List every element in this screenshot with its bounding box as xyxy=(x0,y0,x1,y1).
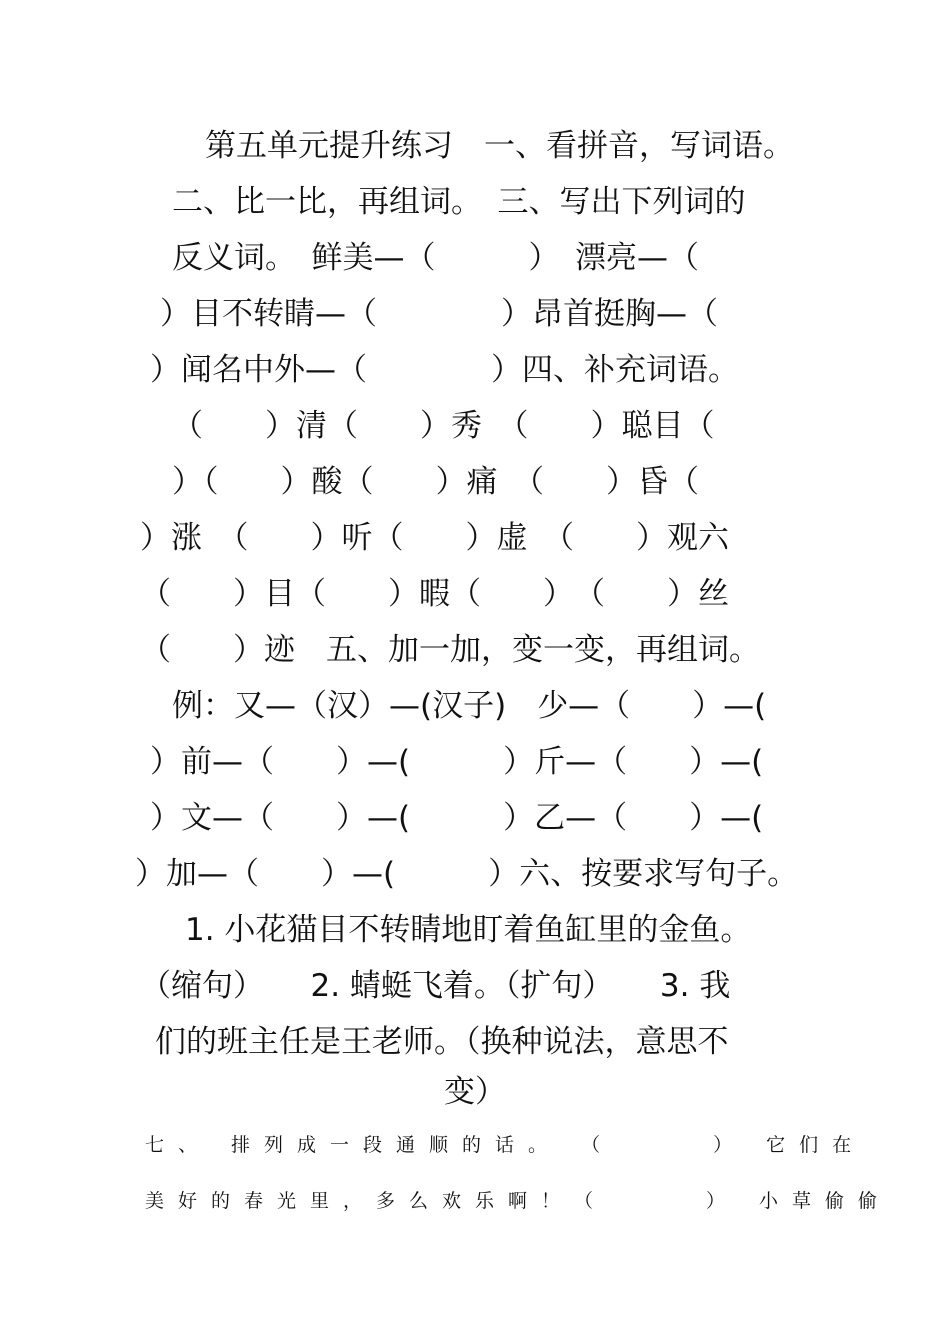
text-line-15: 1. 小花猫目不转睛地盯着鱼缸里的金鱼。 xyxy=(185,912,752,948)
text-line-2: 二、比一比，再组词。 三、写出下列词的 xyxy=(172,184,746,220)
small-text-line-1: 七、 排列成一段通顺的话。 （ ） 它们在 xyxy=(145,1134,866,1156)
text-line-5: ）闻名中外—（ ）四、补充词语。 xyxy=(150,352,739,388)
small-text-line-2: 美好的春光里，多么欢乐啊！（ ） 小草偷偷 xyxy=(145,1190,892,1212)
text-line-16: （缩句） 2. 蜻蜓飞着。（扩句） 3. 我 xyxy=(140,968,731,1004)
text-line-10: （ ）迹 五、加一加，变一变，再组词。 xyxy=(140,632,760,668)
text-line-4: ）目不转睛—（ ）昂首挺胸—（ xyxy=(160,296,718,332)
text-line-6: （ ）清（ ）秀 （ ）聪目（ xyxy=(172,408,715,444)
text-line-17: 们的班主任是王老师。（换种说法，意思不 xyxy=(155,1024,729,1060)
text-line-13: ）文—（ ）—( ）乙—（ ）—( xyxy=(150,800,764,836)
text-line-11: 例：又—（汉）—(汉子) 少—（ ）—( xyxy=(172,688,767,724)
text-line-3: 反义词。 鲜美—（ ） 漂亮—（ xyxy=(172,240,699,276)
text-line-12: ）前—（ ）—( ）斤—（ ）—( xyxy=(150,744,764,780)
text-line-14: ）加—（ ）—( ）六、按要求写句子。 xyxy=(135,856,799,892)
text-line-8: ）涨 （ ）听（ ）虚 （ ）观六 xyxy=(140,520,729,556)
text-line-7: ）（ ）酸（ ）痛 （ ）昏（ xyxy=(172,464,699,500)
text-line-9: （ ）目（ ）暇（ ） （ ）丝 xyxy=(140,576,729,612)
text-line-18: 变） xyxy=(444,1074,506,1110)
text-line-1: 第五单元提升练习 一、看拼音，写词语。 xyxy=(205,128,794,164)
